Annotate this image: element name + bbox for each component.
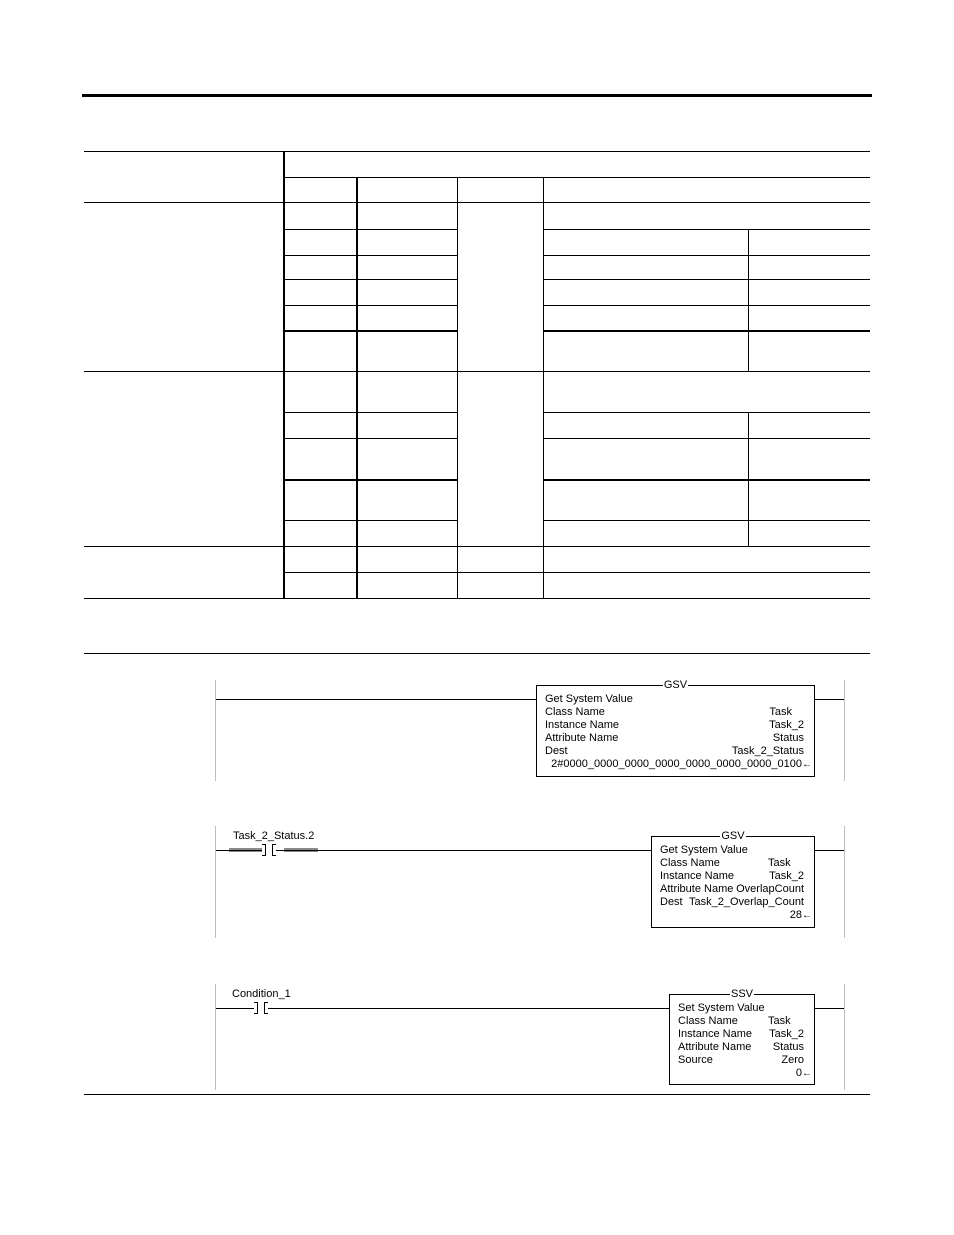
table-row-rule bbox=[285, 412, 457, 413]
rung-wire bbox=[216, 1008, 254, 1009]
rung-wire bbox=[815, 1008, 844, 1009]
table-row-rule bbox=[285, 255, 457, 256]
table-col-rule bbox=[356, 177, 358, 599]
example-bottom-rule bbox=[84, 1094, 870, 1095]
right-power-rail bbox=[844, 826, 845, 938]
instruction-label: Dest bbox=[660, 896, 683, 908]
table-col-rule bbox=[748, 229, 749, 371]
header-rule bbox=[82, 94, 872, 97]
table-row-rule bbox=[285, 479, 457, 481]
table-col-rule bbox=[457, 546, 458, 599]
instruction-value[interactable]: Zero bbox=[781, 1054, 804, 1066]
table-header-subrule bbox=[285, 177, 870, 178]
instruction-label: Instance Name bbox=[678, 1028, 752, 1040]
contact-tag-label[interactable]: Condition_1 bbox=[232, 988, 291, 1000]
left-power-rail bbox=[215, 984, 216, 1090]
table-row-rule bbox=[543, 438, 870, 439]
instruction-value[interactable]: Status bbox=[772, 732, 804, 744]
instruction-label: Get System Value bbox=[545, 693, 633, 705]
instruction-value[interactable]: Task_2_Overlap_Count bbox=[689, 896, 804, 908]
instruction-value[interactable]: Task bbox=[768, 857, 791, 869]
instruction-value[interactable]: OverlapCount bbox=[736, 883, 804, 895]
instruction-title: GSV bbox=[663, 679, 688, 691]
instruction-value[interactable]: Task_2 bbox=[769, 1028, 804, 1040]
table-row-rule bbox=[543, 305, 870, 306]
instruction-label: Instance Name bbox=[545, 719, 619, 731]
table-row-rule bbox=[543, 330, 870, 332]
rung-wire bbox=[216, 850, 262, 851]
instruction-value[interactable]: Task bbox=[768, 1015, 791, 1027]
ssv-instruction-box[interactable] bbox=[669, 988, 815, 1085]
table-top-rule bbox=[84, 151, 870, 152]
instruction-label: Class Name bbox=[678, 1015, 738, 1027]
arrow-left-icon: ← bbox=[802, 1068, 812, 1079]
right-power-rail bbox=[844, 680, 845, 781]
table-col-rule bbox=[457, 177, 458, 203]
instruction-label: Source bbox=[678, 1054, 713, 1066]
arrow-left-icon: ← bbox=[802, 910, 812, 921]
table-group-rule bbox=[84, 371, 870, 372]
instruction-title: SSV bbox=[730, 988, 753, 1000]
instruction-label: Attribute Name bbox=[545, 732, 619, 744]
table-row-rule bbox=[285, 305, 457, 306]
table-row-rule bbox=[543, 279, 870, 280]
gsv-instruction-box[interactable] bbox=[651, 830, 815, 928]
table-header-bottom-rule bbox=[84, 202, 870, 203]
table-row-rule bbox=[285, 572, 870, 573]
xic-contact-icon[interactable] bbox=[254, 1002, 268, 1014]
table-col-rule bbox=[457, 202, 458, 546]
left-power-rail bbox=[215, 826, 216, 938]
instruction-result-value: 0 bbox=[795, 1067, 802, 1079]
table-bottom-rule bbox=[84, 598, 870, 599]
table-row-rule bbox=[285, 330, 457, 332]
table-col-rule bbox=[283, 151, 285, 599]
example-top-rule bbox=[84, 653, 870, 654]
instruction-value[interactable]: Task bbox=[769, 706, 792, 718]
table-group-rule bbox=[84, 546, 870, 547]
table-row-rule bbox=[543, 255, 870, 256]
rung-wire bbox=[815, 850, 844, 851]
left-power-rail bbox=[215, 680, 216, 781]
instruction-label: Get System Value bbox=[660, 844, 748, 856]
instruction-value[interactable]: Status bbox=[772, 1041, 804, 1053]
table-row-rule bbox=[285, 438, 457, 439]
table-row-rule bbox=[285, 229, 457, 230]
instruction-value[interactable]: Task_2 bbox=[769, 870, 804, 882]
instruction-result-value: 28 bbox=[789, 909, 802, 921]
instruction-label: Attribute Name bbox=[660, 883, 734, 895]
table-col-rule bbox=[543, 177, 544, 599]
rung-wire bbox=[815, 699, 844, 700]
table-col-rule bbox=[748, 412, 749, 546]
table-row-rule bbox=[543, 479, 870, 481]
instruction-label: Class Name bbox=[545, 706, 605, 718]
instruction-value[interactable]: Task_2_Status bbox=[731, 745, 804, 757]
instruction-label: Class Name bbox=[660, 857, 720, 869]
rung-wire bbox=[268, 1008, 669, 1009]
table-row-rule bbox=[543, 520, 870, 521]
instruction-label: Dest bbox=[545, 745, 568, 757]
table-row-rule bbox=[285, 279, 457, 280]
gsv-instruction-box[interactable] bbox=[536, 679, 815, 777]
instruction-result-value: 2#0000_0000_0000_0000_0000_0000_0000_0100 bbox=[551, 758, 802, 770]
rung-wire bbox=[276, 850, 651, 851]
arrow-left-icon: ← bbox=[802, 759, 812, 770]
instruction-label: Instance Name bbox=[660, 870, 734, 882]
instruction-label: Set System Value bbox=[678, 1002, 765, 1014]
table-row-rule bbox=[543, 229, 870, 230]
instruction-title: GSV bbox=[721, 830, 745, 842]
right-power-rail bbox=[844, 984, 845, 1090]
instruction-value[interactable]: Task_2 bbox=[769, 719, 804, 731]
rung-wire bbox=[216, 699, 536, 700]
table-row-rule bbox=[543, 412, 870, 413]
xic-contact-icon[interactable] bbox=[262, 844, 276, 856]
contact-tag-label[interactable]: Task_2_Status.2 bbox=[233, 830, 315, 842]
instruction-label: Attribute Name bbox=[678, 1041, 752, 1053]
table-row-rule bbox=[285, 520, 457, 521]
